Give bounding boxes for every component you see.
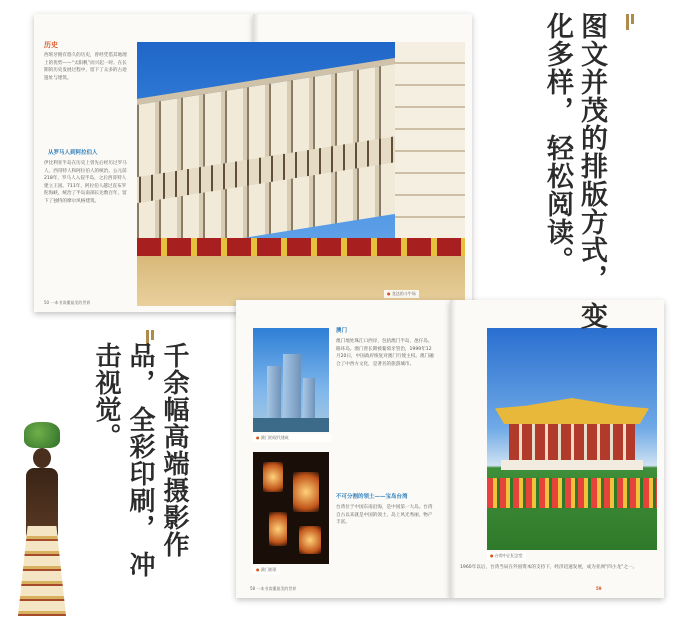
bottom-folio-right [596,586,602,591]
macau-heading: 澳门 [336,328,348,334]
macau-street-photo [253,452,329,564]
headline-bottom [89,342,191,602]
macau-caption-2: ● 澳门街景 [253,566,280,574]
headline-bottom-line-3: 冲击视觉。 [91,342,155,579]
bullring-caption: ● 龙达的斗牛场 [384,290,419,298]
macau-caption-1-text: 澳门的现代建筑 [260,435,289,440]
decor-bars-top [626,14,634,30]
bottom-folio-left [250,586,296,592]
headline-top-line-2: 变化多样， [542,12,607,331]
top-folio [44,300,90,306]
bottom-right-text: 1960年以后，台湾当局在外国资本的支持下，经济迅速发展，成为亚洲“四小龙”之一。 [460,565,638,570]
top-folio-number: 50 [44,300,50,305]
macau-caption-2-text: 澳门街景 [260,567,277,572]
body-main: 伊比利亚半岛在历史上曾先后经历过罗马人、西哥特人和阿拉伯人的统治。公元前218年，罗马人入侵半岛，之后西哥特人建立王国。711年，阿拉伯人越过直布罗陀海峡，统治了半岛南部长达数百年，留下了独特的摩尔风格建筑。 [44,161,127,204]
top-folio-text: 一本书读懂最美的世界 [50,300,91,305]
taiwan-text: 台湾位于中国东南沿海，是中国第一大岛。台湾自古以来就是中国的领土，岛上风光秀丽，物产丰富。 [336,505,433,526]
taiwan-memorial-photo [487,328,657,550]
headline-top [540,12,608,352]
bullring-caption-text: 龙达的斗牛场 [391,291,416,296]
macau-tower-photo [253,328,329,432]
bullring-photo [137,42,465,306]
headline-bottom-line-2: 全彩印刷， [125,406,155,542]
headline-bottom-line-1: 千余幅高端摄影作品， [125,342,189,558]
section-title: 历史 [44,41,58,49]
taiwan-caption-text: 台湾中正纪念堂 [494,553,523,558]
taiwan-caption: ● 台湾中正纪念堂 [487,552,526,560]
macau-caption-1: ● 澳门的现代建筑 [253,434,331,442]
bottom-folio-right-number: 59 [596,586,602,591]
headline-top-line-3: 轻松阅读。 [542,134,573,275]
taiwan-heading: 不可分割的领土——宝岛台湾 [336,494,408,500]
headline-top-line-1: 图文并茂的排版方式， [576,12,607,292]
bottom-gutter-shadow [450,300,456,598]
body-intro: 西班牙拥有悠久的历史，曾经凭借其地理上的优势——“太阳帆”而兴起一时。在长期的历史发展过程中，留下了众多的古迹遗址与建筑。 [44,53,127,81]
bottom-folio-left-number: 58 [250,586,256,591]
bottom-folio-left-text: 一本书读懂最美的世界 [256,586,297,591]
tribal-figure-illustration [14,422,72,622]
subheading: 从罗马人到阿拉伯人 [48,150,98,156]
top-book-spread [34,14,472,312]
macau-text: 澳门地处珠江口西岸，包括澳门半岛、氹仔岛、路环岛。澳门曾长期被葡萄牙管治，1999年12月20日，中国政府恢复对澳门行使主权。澳门融合了中西方文化，是著名的旅游城市。 [336,339,434,367]
